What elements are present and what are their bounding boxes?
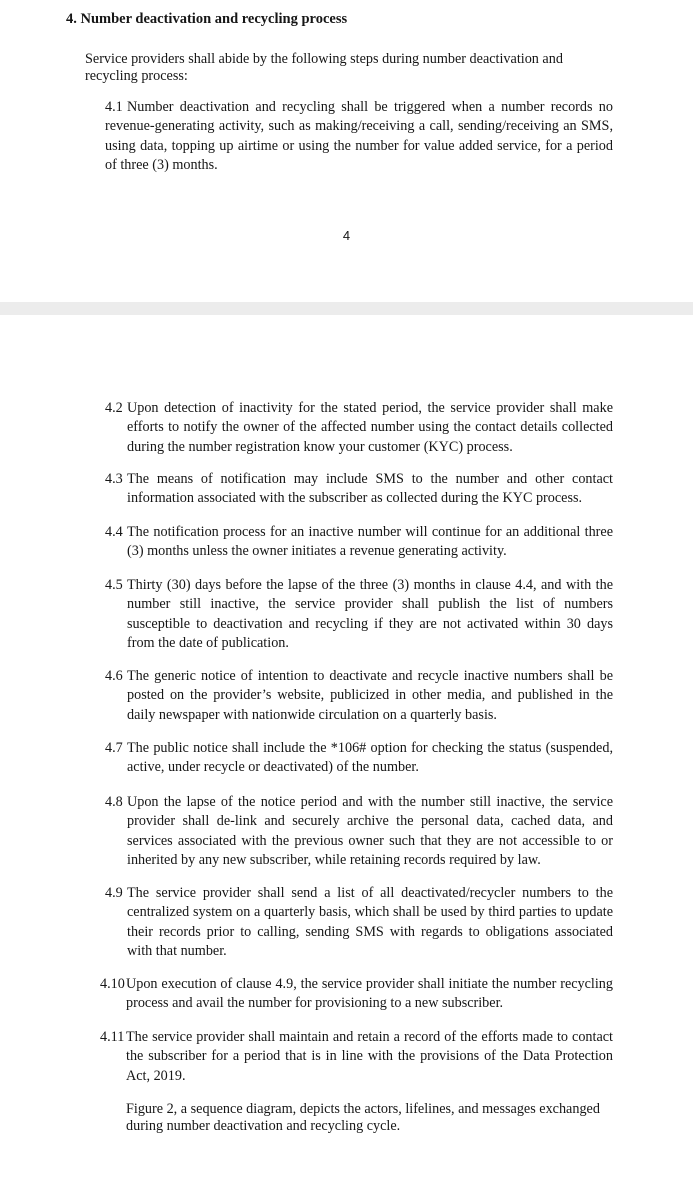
clause-number: 4.7	[105, 740, 123, 756]
clause-text: The public notice shall include the *106# option for checking the status (suspended, active, under recycle or deactivated) of the number.	[127, 740, 613, 776]
clause-number: 4.3	[105, 471, 123, 487]
clause-text: Upon execution of clause 4.9, the service provider shall initiate the number recycling process and avail the number for provisioning to a new subscriber.	[126, 976, 613, 1012]
clause-number: 4.1	[105, 99, 123, 115]
document-page-bottom	[0, 315, 693, 1200]
clause-4-9	[105, 884, 613, 961]
clause-text: The service provider shall send a list of all deactivated/recycler numbers to the centralized system on a quarterly basis, which shall be used by third parties to update their records prior to calling, sending SMS with regards to obligations associated with that number.	[127, 885, 613, 959]
clause-4-8	[105, 793, 613, 870]
clause-text: The notification process for an inactive number will continue for an additional three (3) months unless the owner initiates a revenue generating activity.	[127, 524, 613, 560]
clause-number: 4.10	[100, 976, 125, 992]
clause-number: 4.6	[105, 668, 123, 684]
clause-number: 4.2	[105, 400, 123, 416]
intro-paragraph: Service providers shall abide by the following steps during number deactivation and recycling process:	[85, 51, 563, 84]
figure-reference-paragraph: Figure 2, a sequence diagram, depicts the actors, lifelines, and messages exchanged during number deactivation and recycling cycle.	[126, 1101, 600, 1134]
clause-number: 4.8	[105, 794, 123, 810]
clause-text: The generic notice of intention to deactivate and recycle inactive numbers shall be posted on the provider’s website, publicized in other media, and published in the daily newspaper with nationwide circulation on a quarterly basis.	[127, 668, 613, 723]
clause-4-11	[100, 1028, 613, 1086]
clause-4-3	[105, 470, 613, 509]
clause-4-6	[105, 667, 613, 725]
document-page-top	[0, 0, 693, 302]
clause-text: Thirty (30) days before the lapse of the three (3) months in clause 4.4, and with the number still inactive, the service provider shall publish the list of numbers susceptible to deactivation and recycling if they are not activated within 30 days from the date of publication.	[127, 577, 613, 651]
clause-text: Number deactivation and recycling shall be triggered when a number records no revenue-generating activity, such as making/receiving a call, sending/receiving an SMS, using data, topping up airtime or using the number for value added service, for a period of three (3) months.	[105, 99, 613, 173]
clause-number: 4.9	[105, 885, 123, 901]
clause-4-5	[105, 576, 613, 653]
clause-4-7	[105, 739, 613, 778]
page-number: 4	[342, 228, 351, 243]
clause-number: 4.4	[105, 524, 123, 540]
clause-number: 4.5	[105, 577, 123, 593]
clause-4-10	[100, 975, 613, 1014]
clause-4-4	[105, 523, 613, 562]
section-heading: 4. Number deactivation and recycling process	[66, 11, 348, 27]
clause-4-1	[105, 98, 613, 175]
clause-4-2	[105, 399, 613, 457]
clause-text: Upon the lapse of the notice period and with the number still inactive, the service provider shall de-link and securely archive the personal data, cached data, and services associated with the previous owner such that they are not accessible to or inherited by any new subscriber, while retaining records required by law.	[127, 794, 613, 868]
clause-text: The service provider shall maintain and retain a record of the efforts made to contact the subscriber for a period that is in line with the provisions of the Data Protection Act, 2019.	[126, 1029, 613, 1084]
clause-text: The means of notification may include SMS to the number and other contact information associated with the subscriber as collected during the KYC process.	[127, 471, 613, 507]
clause-text: Upon detection of inactivity for the stated period, the service provider shall make efforts to notify the owner of the affected number using the contact details collected during the number registration know your customer (KYC) process.	[127, 400, 613, 455]
clause-number: 4.11	[100, 1029, 125, 1045]
